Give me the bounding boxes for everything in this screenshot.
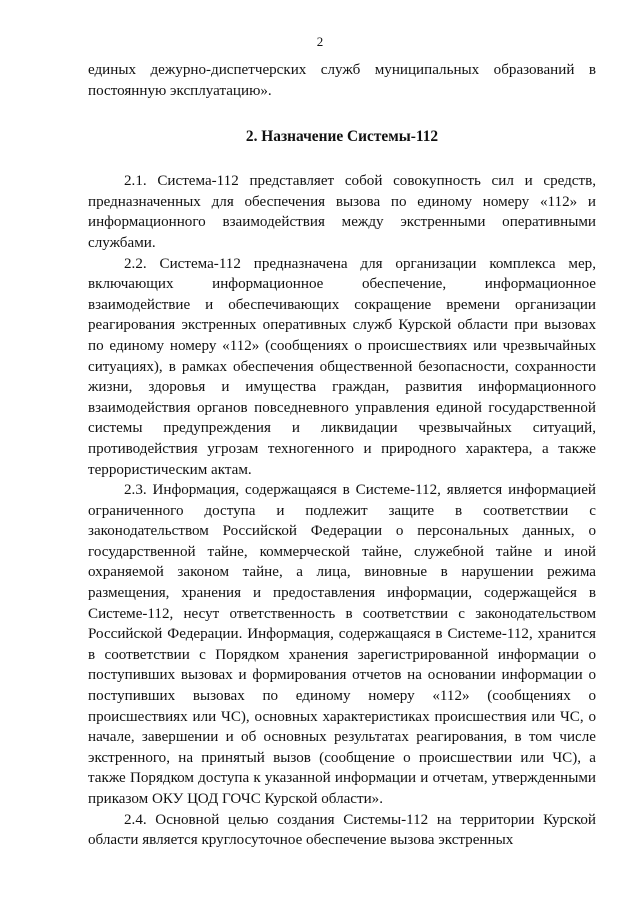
paragraph-2-1: 2.1. Система-112 представляет собой совокупность сил и средств, предназначенных для обеспечения вызова по единому номеру «112» и информационного взаимодействия между экстренными оперативными службами.	[88, 173, 596, 251]
paragraph-2-4: 2.4. Основной целью создания Системы-112 на территории Курской области является круглосуточное обеспечение вызова экстренных	[88, 811, 596, 849]
paragraph-2-2: 2.2. Система-112 предназначена для организации комплекса мер, включающих информационное обеспечение, информационное взаимодействие и обеспечивающих сокращение времени организации реагирования экстренных оперативных служб Курской области при вызовах по единому номеру «112» (сообщениях о происшествиях или чрезвычайных ситуациях), в рамках обеспечения общественной безопасности, сохранности жизни, здоровья и имущества граждан, развития информационного взаимодействия органов повседневного управления единой государственной системы предупреждения и ликвидации чрезвычайных ситуаций, противодействия угрозам техногенного и природного характера, а также террористическим актам.	[88, 255, 596, 478]
section-heading: 2. Назначение Системы-112	[245, 128, 439, 146]
page-number: 2	[316, 34, 324, 49]
document-body	[88, 60, 596, 851]
continuation-paragraph: единых дежурно-диспетчерских служб муниципальных образований в постоянную эксплуатацию».	[88, 62, 596, 99]
paragraph-2-3: 2.3. Информация, содержащаяся в Системе-112, является информацией ограниченного доступа и подлежит защите в соответствии с законодательством Российской Федерации о персональных данных, о государственной тайне, коммерческой тайне, служебной тайне и иной охраняемой законом тайне, а лица, виновные в нарушении режима размещения, хранения и предоставления информации, содержащейся в Системе-112, несут ответственность в соответствии с законодательством Российской Федерации. Информация, содержащаяся в Системе-112, хранится в соответствии с Порядком хранения зарегистрированной информации о поступивших вызовах и формирования отчетов на основании информации о поступивших вызовах по единому номеру «112» (сообщениях о происшествиях или ЧС), основных характеристиках происшествия или ЧС, о начале, завершении и об основных результатах реагирования, в том числе экстренного, на принятый вызов (сообщение о происшествии или ЧС), а также Порядком доступа к указанной информации и отчетам, утвержденными приказом ОКУ ЦОД ГОЧС Курской области».	[88, 482, 596, 807]
